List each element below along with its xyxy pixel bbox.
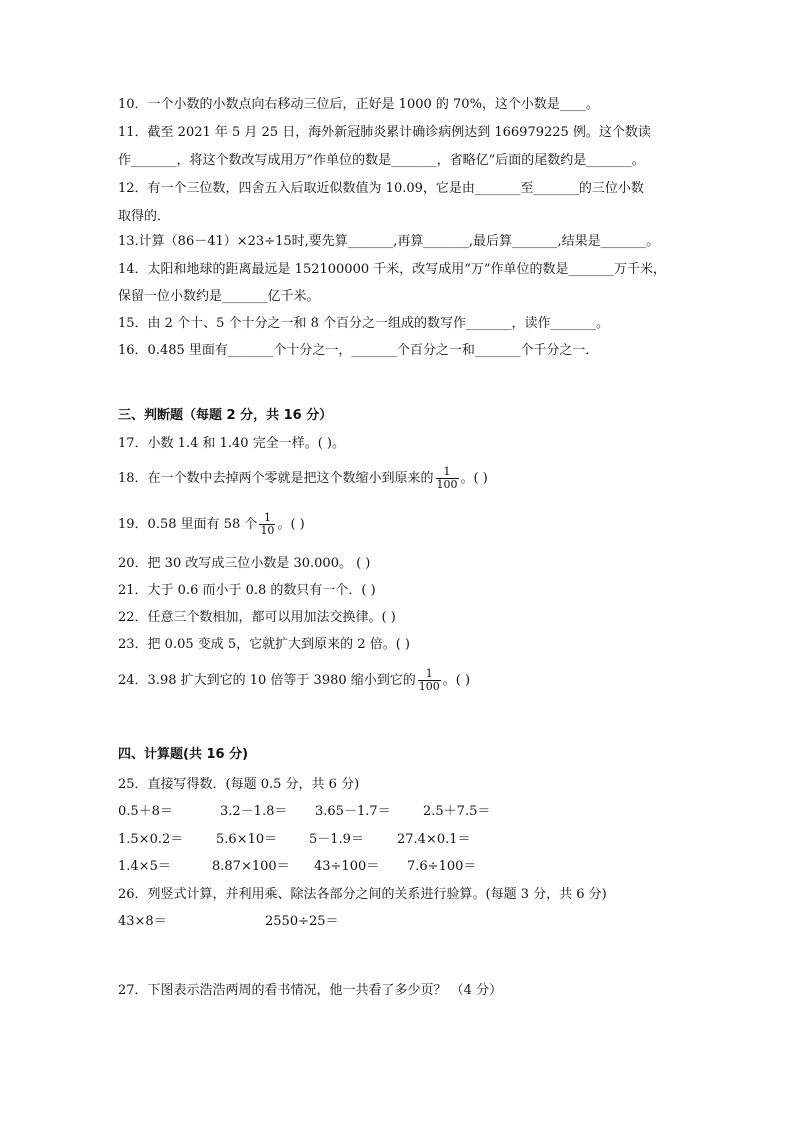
question-12-line-2: 取得的．	[118, 209, 171, 224]
calc-item: 1.4×5＝	[118, 859, 171, 874]
question-20: 20．把 30 改写成三位小数是 30.000。 ( )	[118, 556, 371, 571]
question-23: 23．把 0.05 变成 5，它就扩大到原来的 2 倍。( )	[118, 637, 410, 652]
question-24-answer: 。( )	[442, 673, 471, 688]
question-24-text: 24．3.98 扩大到它的 10 倍等于 3980 缩小到它的	[118, 673, 416, 688]
question-12-line-1: 12．有一个三位数，四舍五入后取近似数值为 10.09，它是由_______至_______的三位小数	[118, 181, 644, 196]
question-22: 22．任意三个数相加，都可以用加法交换律。( )	[118, 610, 396, 625]
fraction-denominator: 10	[260, 524, 275, 537]
fraction-numerator: 1	[418, 668, 441, 681]
calc-item: 2.5＋7.5＝	[423, 804, 491, 819]
calc-item: 0.5＋8＝	[118, 804, 173, 819]
question-13: 13.计算（86－41）×23÷15时,要先算_______,再算_______,最后算_______,结果是_______。	[118, 234, 660, 249]
calc-item: 43÷100＝	[314, 859, 380, 874]
question-10: 10．一个小数的小数点向右移动三位后，正好是 1000 的 70%，这个小数是____。	[118, 97, 599, 112]
question-25: 25．直接写得数．(每题 0.5 分，共 6 分)	[118, 777, 360, 792]
calc-row-2	[118, 831, 471, 849]
question-24	[118, 666, 470, 696]
section-3-heading: 三、判断题（每题 2 分，共 16 分）	[118, 408, 333, 423]
calc-row-1	[118, 803, 490, 821]
fraction-numerator: 1	[259, 512, 275, 525]
fraction-denominator: 100	[436, 478, 458, 491]
calc-item: 7.6÷100＝	[407, 859, 477, 874]
question-17: 17．小数 1.4 和 1.40 完全一样。( )。	[118, 436, 345, 451]
calc-item: 3.2－1.8＝	[220, 804, 288, 819]
calc-item: 3.65－1.7＝	[315, 804, 391, 819]
section-4-heading: 四、计算题(共 16 分)	[118, 747, 249, 762]
question-19	[118, 510, 305, 540]
question-19-text: 19．0.58 里面有 58 个	[118, 517, 258, 532]
question-26: 26．列竖式计算，并利用乘、除法各部分之间的关系进行验算。(每题 3 分，共 6 分)	[118, 887, 607, 902]
calc-item: 43×8＝	[118, 914, 167, 929]
calc-item: 27.4×0.1＝	[397, 832, 471, 847]
question-27: 27．下图表示浩浩两周的看书情况，他一共看了多少页？ （4 分）	[118, 983, 503, 998]
question-14-line-1: 14．太阳和地球的距离最远是 152100000 千米，改写成用“万”作单位的数是_______万千米，	[118, 262, 667, 277]
fraction	[436, 466, 459, 491]
calc-item: 5.6×10＝	[216, 832, 278, 847]
calc-item: 5－1.9＝	[309, 832, 364, 847]
fraction-denominator: 100	[418, 680, 440, 693]
fraction	[259, 512, 275, 537]
question-14-line-2: 保留一位小数约是_______亿千米。	[118, 289, 320, 304]
question-18	[118, 464, 488, 494]
question-16: 16．0.485 里面有_______个十分之一，_______个百分之一和_______个千分之一．	[118, 343, 599, 358]
question-18-text: 18．在一个数中去掉两个零就是把这个数缩小到原来的	[118, 471, 434, 486]
question-11-line-2: 作_______，将这个数改写成用万”作单位的数是_______，省略亿”后面的尾数约是_______。	[118, 153, 645, 168]
calc-row-3	[118, 858, 476, 876]
question-18-answer: 。( )	[460, 471, 488, 486]
calc-item: 2550÷25＝	[265, 914, 339, 929]
question-26-items	[118, 913, 339, 931]
question-15: 15．由 2 个十、5 个十分之一和 8 个百分之一组成的数写作_______，读作_______。	[118, 316, 610, 331]
question-19-answer: 。( )	[277, 517, 305, 532]
fraction	[418, 668, 441, 693]
fraction-numerator: 1	[436, 466, 459, 479]
question-21: 21．大于 0.6 而小于 0.8 的数只有一个．( )	[118, 583, 376, 598]
question-11-line-1: 11．截至 2021 年 5 月 25 日，海外新冠肺炎累计确诊病例达到 166979225 例。这个数读	[118, 125, 651, 140]
calc-item: 1.5×0.2＝	[118, 832, 184, 847]
calc-item: 8.87×100＝	[212, 859, 290, 874]
